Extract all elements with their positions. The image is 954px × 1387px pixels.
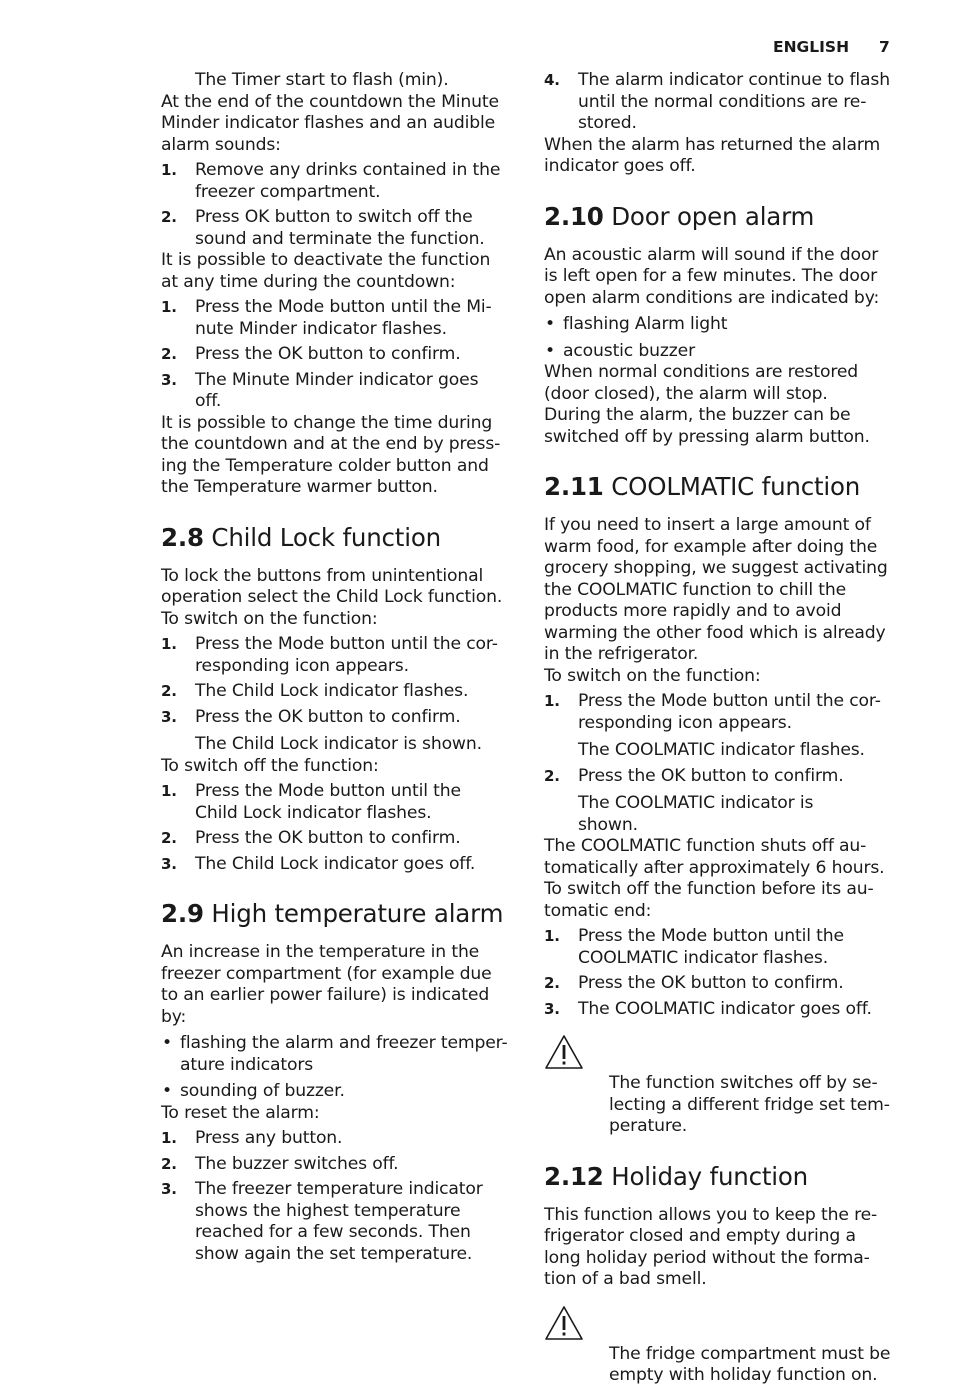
step-number: 3. xyxy=(161,370,177,389)
step-list xyxy=(161,297,516,413)
paragraph: An acoustic alarm will sound if the door is left open for a few minutes. The door open alarm conditions are indicated by: xyxy=(544,244,880,308)
step-text: Press the Mode button until the cor- responding icon appears. xyxy=(195,634,498,676)
step-list xyxy=(161,1128,516,1265)
paragraph: This function allows you to keep the re- frigerator closed and empty during a long holiday period without the forma- tion of a bad smell. xyxy=(544,1204,878,1289)
section-number: 2.10 xyxy=(544,201,604,231)
step-text: Press the OK button to confirm. xyxy=(195,706,461,727)
step-number: 2. xyxy=(161,682,177,700)
step-list xyxy=(161,781,516,875)
step-number: 3. xyxy=(161,1180,177,1198)
language-label: ENGLISH xyxy=(773,38,850,56)
step-text: Press the Mode button until the Child Lock indicator flashes. xyxy=(195,781,461,823)
step-text: Press the Mode button until the cor- responding icon appears. xyxy=(578,691,881,733)
section-number: 2.12 xyxy=(544,1161,604,1191)
warning-text: The function switches off by se- lecting a different fridge set tem- perature. xyxy=(609,1073,890,1136)
step-text: The buzzer switches off. xyxy=(195,1153,399,1174)
step-text: Press the OK button to confirm. xyxy=(195,828,461,848)
list-item xyxy=(161,207,516,250)
paragraph: An increase in the temperature in the freezer compartment (for example due to an earlier power failure) is indicated by: xyxy=(161,942,492,1027)
paragraph: It is possible to deactivate the function at any time during the countdown: xyxy=(161,250,491,292)
list-item xyxy=(544,766,899,788)
section-title: High temperature alarm xyxy=(211,899,504,928)
warning-note xyxy=(544,1030,899,1138)
step-number: 2. xyxy=(161,1154,177,1173)
section-number: 2.9 xyxy=(161,899,204,928)
bullet-icon: • xyxy=(162,1033,172,1053)
step-number: 3. xyxy=(544,999,560,1018)
paragraph: If you need to insert a large amount of warm food, for example after doing the grocery shopping, we suggest activating the COOLMATIC function to chill the products more rapidly and to avoid warming the other food which is already in the refrigerator. To switch on the function: xyxy=(544,515,888,686)
list-item xyxy=(161,1128,516,1150)
list-item xyxy=(161,781,516,824)
step-text: Press the Mode button until the COOLMATIC indicator flashes. xyxy=(578,926,844,968)
result-text: The COOLMATIC indicator flashes. xyxy=(578,740,865,760)
list-item xyxy=(161,707,516,729)
section-heading-door-open-alarm xyxy=(544,203,899,231)
step-text: Press the Mode button until the Mi- nute Minder indicator flashes. xyxy=(195,297,492,339)
list-item xyxy=(161,370,516,413)
section-title: Door open alarm xyxy=(611,201,815,231)
section-heading-child-lock xyxy=(161,524,516,552)
step-number: 1. xyxy=(544,927,560,945)
page-number: 7 xyxy=(879,38,890,56)
left-column xyxy=(161,70,516,1265)
step-text: The alarm indicator continue to flash until the normal conditions are re- stored. xyxy=(578,70,890,133)
list-item xyxy=(161,344,516,366)
bullet-item xyxy=(544,314,899,336)
step-text: The Child Lock indicator goes off. xyxy=(195,853,476,874)
section-title: Child Lock function xyxy=(211,522,441,552)
list-item xyxy=(544,70,899,135)
bullet-item xyxy=(161,1033,516,1076)
paragraph: The COOLMATIC function shuts off au- tomatically after approximately 6 hours. To switch off the function before its au- tomatic end: xyxy=(544,836,885,921)
bullet-text: flashing Alarm light xyxy=(563,314,728,334)
step-number: 3. xyxy=(161,707,177,726)
step-number: 1. xyxy=(161,298,177,316)
step-number: 2. xyxy=(544,766,560,785)
step-list xyxy=(544,926,899,1020)
paragraph: When normal conditions are restored (door closed), the alarm will stop. During the alarm, the buzzer can be switched off by pressing alarm button. xyxy=(544,362,870,447)
step-number: 1. xyxy=(161,161,177,179)
section-title: Holiday function xyxy=(611,1161,809,1191)
warning-icon xyxy=(544,1034,584,1070)
warning-note xyxy=(544,1301,899,1387)
list-item xyxy=(161,1179,516,1265)
section-title: COOLMATIC function xyxy=(611,472,861,501)
bullet-item xyxy=(161,1081,516,1103)
step-text: Press the OK button to confirm. xyxy=(195,344,461,364)
paragraph: It is possible to change the time during the countdown and at the end by press- ing the Temperature colder button and the Temperature warmer button. xyxy=(161,412,501,497)
result-text: The Timer start to flash (min). xyxy=(195,70,449,90)
bullet-list xyxy=(544,314,899,362)
step-text: Press the OK button to confirm. xyxy=(578,765,844,786)
result-text: The Child Lock indicator is shown. xyxy=(195,734,482,754)
step-number: 3. xyxy=(161,854,177,873)
section-heading-holiday xyxy=(544,1163,899,1191)
paragraph: To switch off the function: xyxy=(161,755,379,776)
step-text: Press the OK button to confirm. xyxy=(578,973,844,993)
paragraph: To reset the alarm: xyxy=(161,1102,320,1123)
step-list xyxy=(161,160,516,250)
list-item xyxy=(161,297,516,340)
step-number: 1. xyxy=(544,692,560,710)
paragraph: When the alarm has returned the alarm indicator goes off. xyxy=(544,134,881,176)
step-list xyxy=(161,634,516,728)
list-item xyxy=(544,691,899,734)
list-item xyxy=(161,681,516,703)
bullet-icon: • xyxy=(545,314,555,334)
step-text: Press any button. xyxy=(195,1128,343,1148)
step-text: The Minute Minder indicator goes off. xyxy=(195,369,479,411)
bullet-icon: • xyxy=(545,340,555,361)
paragraph: To lock the buttons from unintentional operation select the Child Lock function. To switch on the function: xyxy=(161,565,503,629)
paragraph: At the end of the countdown the Minute Minder indicator flashes and an audible alarm sounds: xyxy=(161,91,499,155)
list-item xyxy=(544,999,899,1021)
right-column xyxy=(544,70,899,1387)
section-number: 2.8 xyxy=(161,522,204,552)
list-item xyxy=(544,926,899,969)
bullet-list xyxy=(161,1033,516,1103)
list-item xyxy=(161,828,516,850)
step-number: 1. xyxy=(161,1129,177,1147)
step-text: Press OK button to switch off the sound and terminate the function. xyxy=(195,207,485,249)
list-item xyxy=(161,1154,516,1176)
section-number: 2.11 xyxy=(544,472,604,501)
step-text: The Child Lock indicator flashes. xyxy=(195,681,469,701)
step-number: 2. xyxy=(161,345,177,363)
step-number: 2. xyxy=(161,208,177,226)
result-text: The COOLMATIC indicator is shown. xyxy=(578,793,814,835)
list-item xyxy=(161,160,516,203)
step-text: The freezer temperature indicator shows the highest temperature reached for a few seconds. Then show again the set temperature. xyxy=(195,1179,483,1264)
list-item xyxy=(161,634,516,677)
step-number: 2. xyxy=(544,974,560,992)
warning-text: The fridge compartment must be empty with holiday function on. xyxy=(609,1343,891,1385)
step-number: 2. xyxy=(161,829,177,847)
warning-icon xyxy=(544,1305,584,1341)
bullet-item xyxy=(544,341,899,363)
step-number: 4. xyxy=(544,71,560,89)
bullet-text: flashing the alarm and freezer temper- ature indicators xyxy=(180,1033,508,1075)
list-item xyxy=(544,973,899,995)
bullet-text: sounding of buzzer. xyxy=(180,1081,345,1101)
section-heading-high-temp-alarm xyxy=(161,900,516,928)
bullet-icon: • xyxy=(162,1081,172,1101)
step-text: Remove any drinks contained in the freezer compartment. xyxy=(195,160,501,202)
section-heading-coolmatic xyxy=(544,473,899,501)
bullet-text: acoustic buzzer xyxy=(563,340,696,361)
step-text: The COOLMATIC indicator goes off. xyxy=(578,998,872,1019)
step-number: 1. xyxy=(161,635,177,653)
step-number: 1. xyxy=(161,782,177,800)
list-item xyxy=(161,854,516,876)
